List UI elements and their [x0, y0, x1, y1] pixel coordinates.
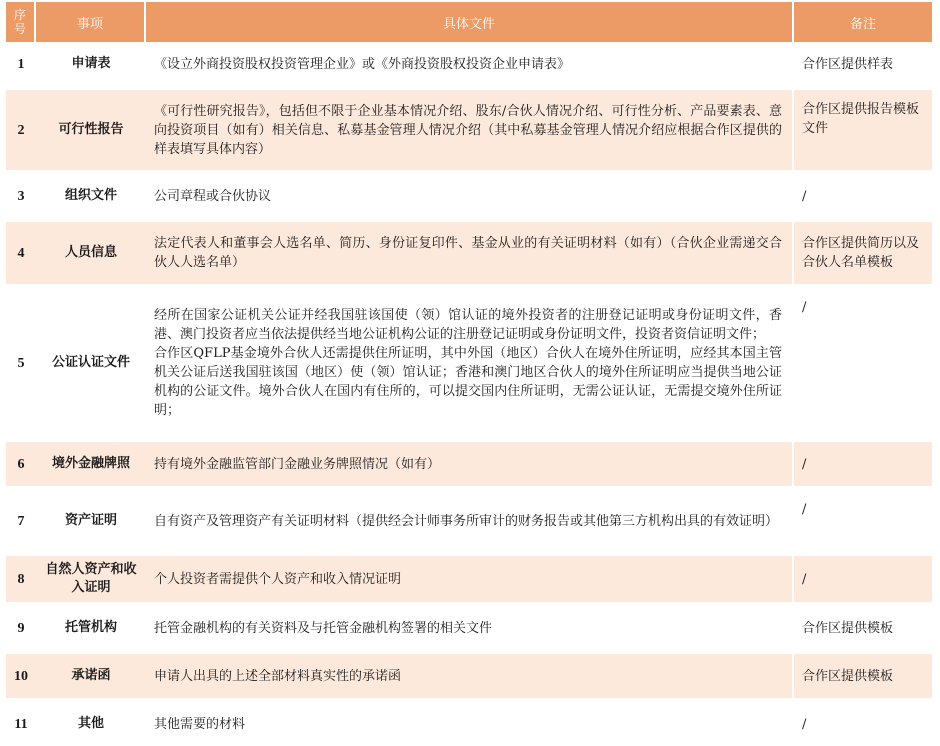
row-docs: [146, 702, 794, 746]
table-row: [6, 486, 932, 552]
materials-table: [6, 2, 932, 746]
row-item: 组织文件: [64, 188, 117, 203]
row-item: 其他: [77, 716, 104, 731]
table-header: [6, 2, 932, 42]
header-no-line2: 号: [13, 22, 26, 36]
table-row: [6, 86, 932, 170]
row-note: /: [802, 571, 807, 587]
row-item: 人员信息: [64, 245, 117, 260]
row-no: 4: [17, 245, 25, 261]
row-item: 托管机构: [64, 620, 117, 635]
row-item: 申请表: [71, 56, 111, 71]
row-docs: [146, 222, 794, 284]
row-docs-text: 持有境外金融监管部门金融业务牌照情况（如有）: [154, 456, 441, 472]
row-no: 6: [17, 456, 25, 472]
row-no: 10: [14, 668, 28, 684]
row-docs-text: 其他需要的材料: [154, 716, 246, 732]
row-note: /: [802, 300, 807, 315]
row-docs: [146, 42, 794, 86]
row-no: 1: [17, 56, 25, 72]
row-docs-text: 《设立外商投资股权投资管理企业》或《外商投资股权投资企业申请表》: [154, 56, 571, 72]
row-note: /: [802, 716, 807, 732]
row-docs: [146, 654, 794, 698]
header-no: [6, 2, 36, 42]
row-no: 8: [17, 571, 25, 587]
table-row: [6, 42, 932, 86]
row-docs-text: 《可行性研究报告》，包括但不限于企业基本情况介绍、股东/合伙人情况介绍、可行性分析、产品要素表、意向投资项目（如有）相关信息、私募基金管理人情况介绍（其中私募基金管理人情况介绍应根据合作区提供的样表填写具体内容）: [154, 103, 782, 157]
row-no: 9: [17, 620, 25, 636]
row-note: 合作区提供简历以及合伙人名单模板: [802, 236, 920, 270]
row-item: 可行性报告: [58, 122, 124, 137]
table-row: [6, 284, 932, 438]
row-item: 公证认证文件: [51, 355, 130, 370]
row-note: 合作区提供报告模板文件: [802, 102, 920, 136]
row-docs: [146, 606, 794, 650]
row-docs-text: 托管金融机构的有关资料及与托管金融机构签署的相关文件: [154, 620, 493, 636]
row-no: 2: [17, 122, 25, 138]
row-docs-text: 自有资产及管理资产有关证明材料（提供经会计师事务所审计的财务报告或其他第三方机构出具的有效证明）: [154, 513, 779, 529]
row-docs-text: 申请人出具的上述全部材料真实性的承诺函: [154, 668, 402, 684]
header-item: 事项: [36, 2, 146, 42]
row-docs: [146, 556, 794, 602]
row-docs-text: 公司章程或合伙协议: [154, 188, 272, 204]
table-row: [6, 698, 932, 746]
table-row: [6, 438, 932, 486]
row-docs: [146, 90, 794, 170]
table-row: [6, 218, 932, 284]
row-note: 合作区提供样表: [802, 56, 894, 72]
header-note: 备注: [849, 16, 876, 32]
row-no: 11: [14, 716, 28, 732]
row-item: 境外金融牌照: [51, 456, 130, 471]
header-docs: 具体文件: [146, 2, 794, 42]
row-note: /: [802, 456, 807, 472]
header-no-line1: 序: [13, 8, 26, 22]
table-row: [6, 170, 932, 218]
row-note: /: [802, 188, 807, 204]
table-row: [6, 602, 932, 650]
row-item: 承诺函: [71, 668, 111, 683]
row-no: 7: [17, 513, 25, 529]
row-no: 3: [17, 188, 25, 204]
row-docs: [146, 442, 794, 486]
row-docs: [146, 490, 794, 552]
row-item: 资产证明: [64, 513, 117, 528]
row-docs-paragraph: 经所在国家公证机关公证并经我国驻该国使（领）馆认证的境外投资者的注册登记证明或身份证明文件，香港、澳门投资者应当依法提供经当地公证机构公证的注册登记证明或身份证明文件，投资者资信证明文件；: [154, 308, 782, 342]
row-docs: [146, 288, 794, 438]
row-note: 合作区提供模板: [802, 620, 894, 636]
row-docs-paragraph: 合作区QFLP基金境外合伙人还需提供住所证明，其中外国（地区）合伙人在境外住所证明，应经其本国主管机关公证后送我国驻该国（地区）使（领）馆认证；香港和澳门地区合伙人的境外住所证明应当提供当地公证机构的公证文件。境外合伙人在国内有住所的，可以提交国内住所证明，无需公证认证，无需提交境外住所证明；: [154, 346, 782, 418]
row-docs: [146, 174, 794, 218]
row-item: 自然人资产和收入证明: [45, 562, 137, 595]
row-note: /: [802, 502, 807, 517]
table-row: [6, 650, 932, 698]
row-docs-text: 法定代表人和董事会人选名单、简历、身份证复印件、基金从业的有关证明材料（如有）（合伙企业需递交合伙人人选名单）: [154, 236, 782, 270]
row-note: 合作区提供模板: [802, 668, 894, 684]
row-no: 5: [17, 355, 25, 371]
row-docs-text: 个人投资者需提供个人资产和收入情况证明: [154, 571, 402, 587]
table-row: [6, 552, 932, 602]
